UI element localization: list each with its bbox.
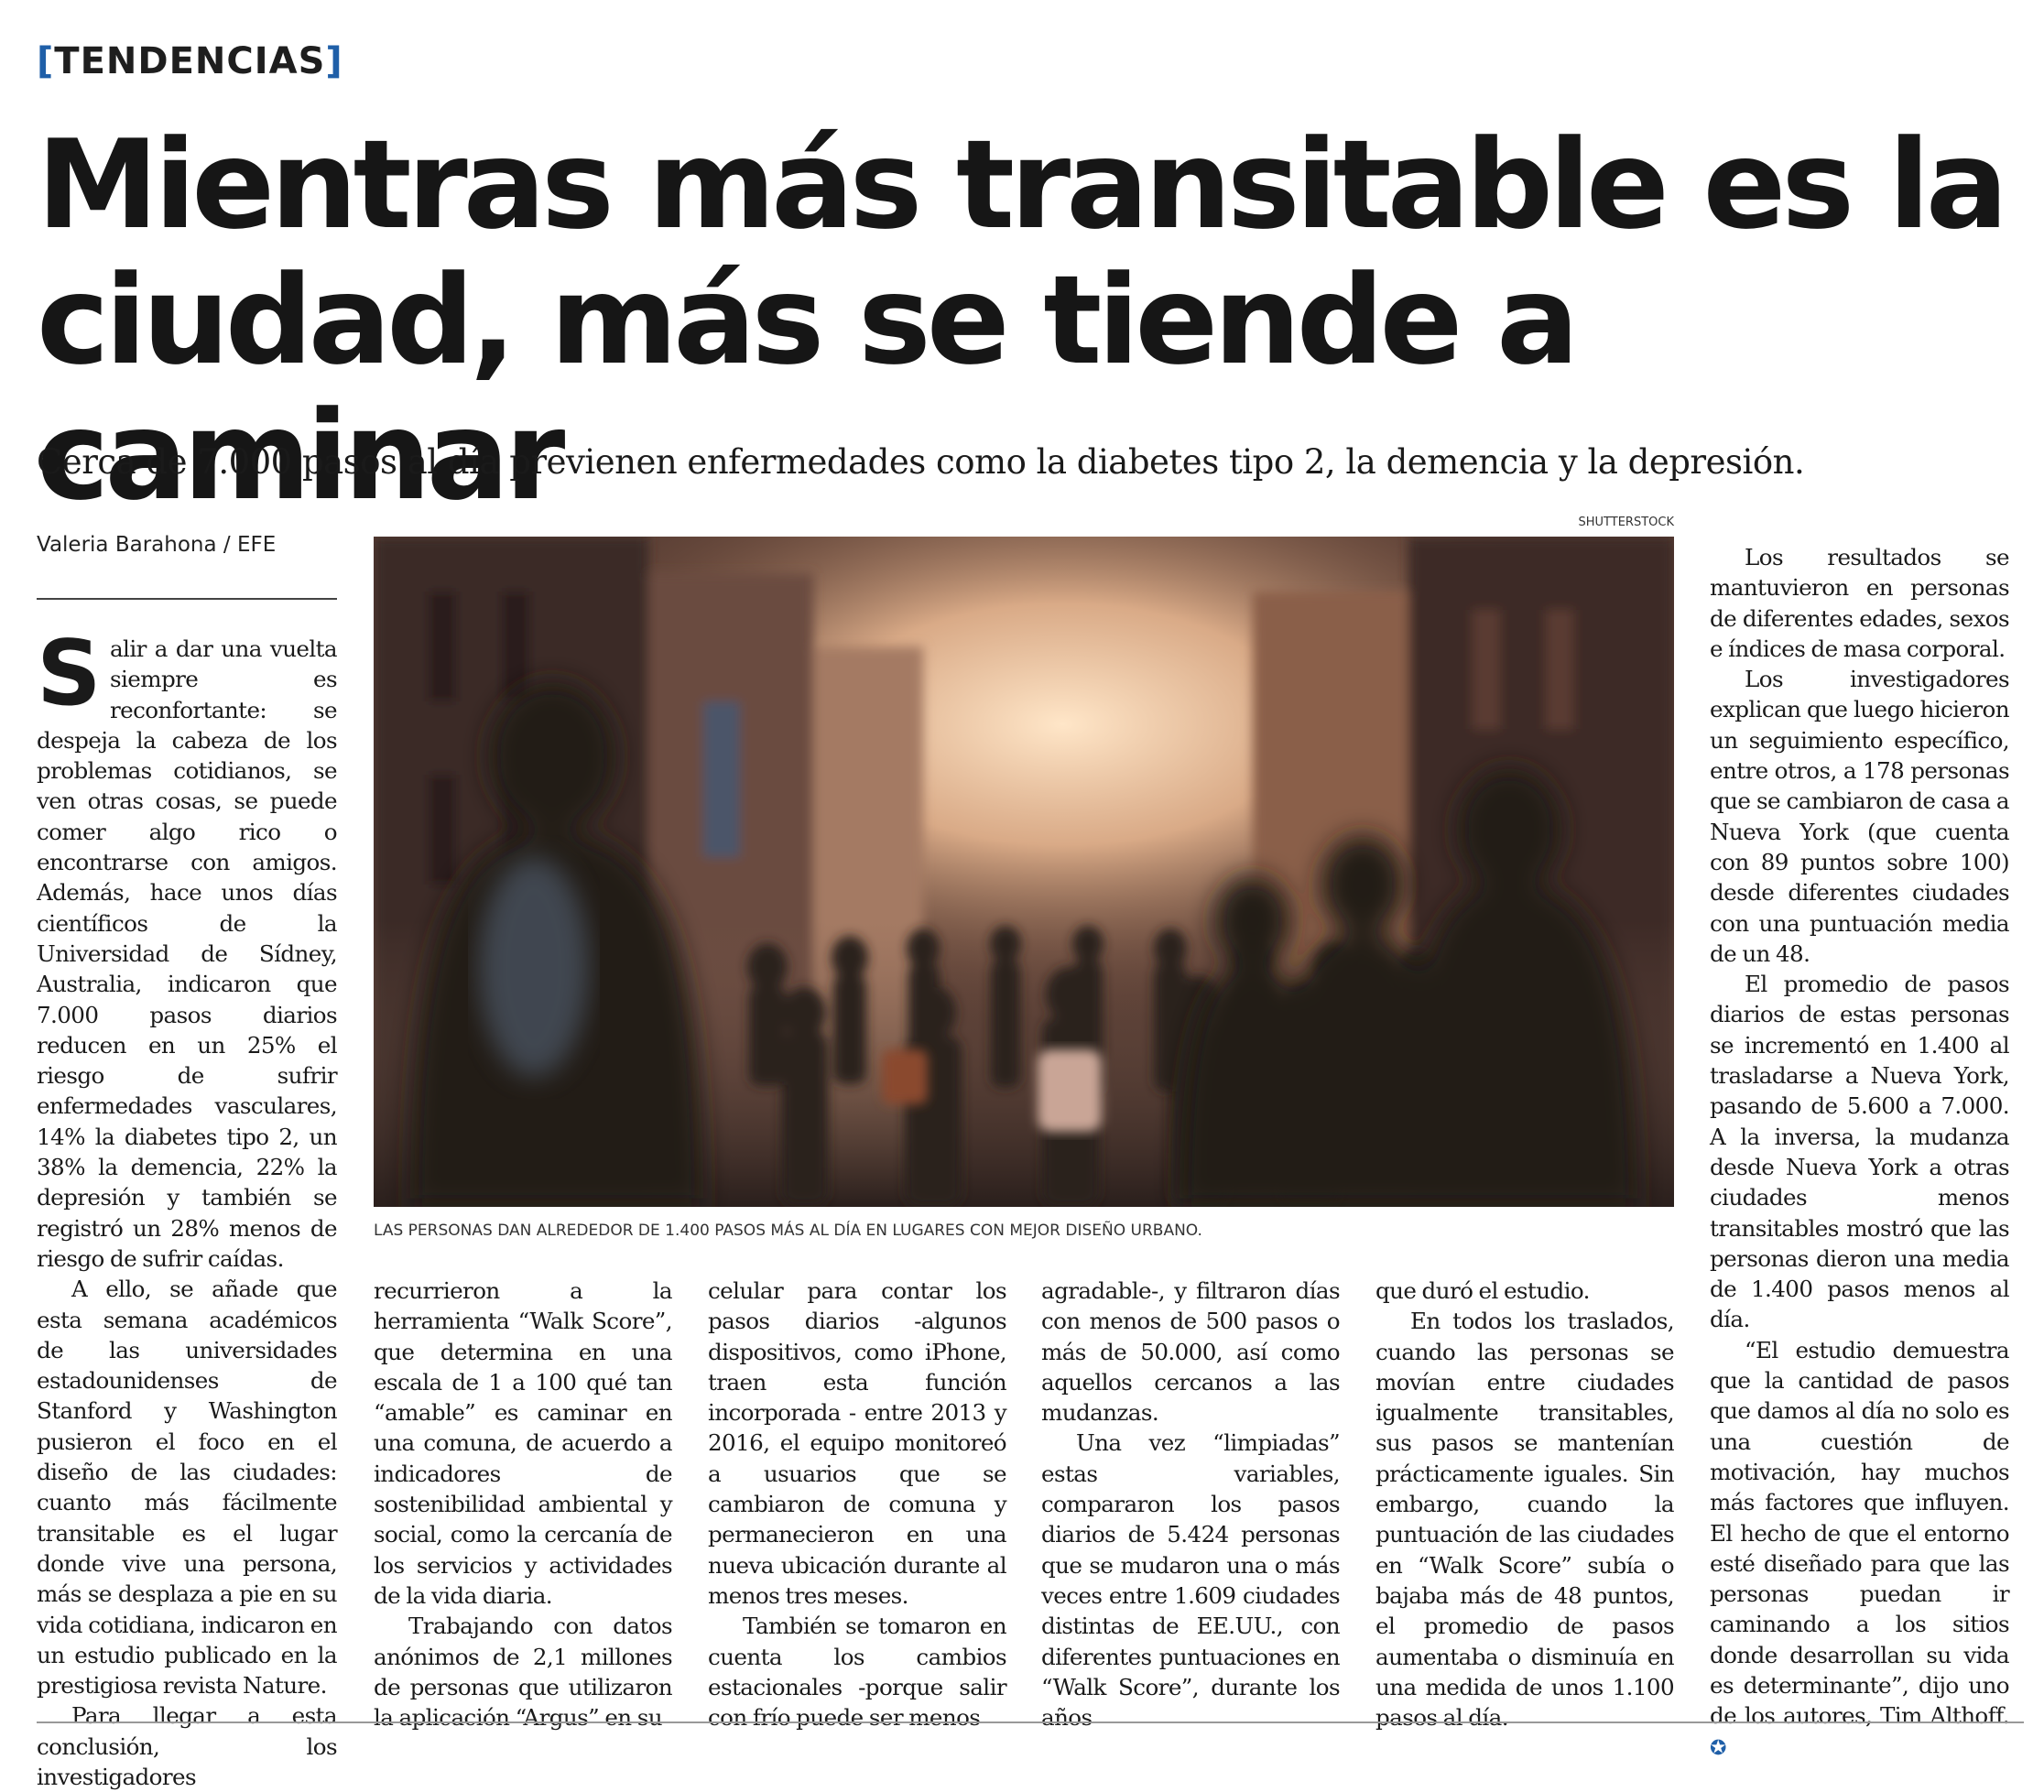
end-mark-icon: ✪ [1710, 1736, 1726, 1760]
paragraph: Trabajando con datos anónimos de 2,1 millones de personas que utilizaron la aplicación “Argus” en su [374, 1613, 672, 1732]
paragraph: celular para contar los pasos diarios -algunos dispositivos, como iPhone, traen esta función incorporada - entre 2013 y 2016, el equipo monitoreó a usuarios que se cambiaron de comuna y permanecieron en una nueva ubicación durante al menos tres meses. [708, 1277, 1006, 1609]
paragraph: Los resultados se mantuvieron en personas de diferentes edades, sexos e índices de masa corporal. [1710, 544, 2009, 662]
paragraph: En todos los traslados, cuando las personas se movían entre ciudades igualmente transitables, sus pasos se mantenían prácticamente iguales. Sin embargo, cuando la puntuación de las ciudades en “Walk Score” subía o bajaba más de 48 puntos, el promedio de pasos aumentaba o disminuía en una medida de unos 1.100 pasos al día. [1375, 1308, 1674, 1732]
paragraph-closing [1710, 1335, 2009, 1764]
article-column-1 [37, 622, 337, 1792]
photo-illustration [374, 537, 1674, 1207]
headline: Mientras más transitable es la ciudad, más se tiende a caminar [37, 114, 2005, 527]
photo-caption: LAS PERSONAS DAN ALREDEDOR DE 1.400 PASOS MÁS AL DÍA EN LUGARES CON MEJOR DISEÑO URBANO. [374, 1222, 1202, 1240]
lead-text: alir a dar una vuelta siempre es reconfortante: se despeja la cabeza de los problemas cotidianos, se ven otras cosas, se puede comer algo rico o encontrarse con amigos. Además, hace unos días científicos de la Universidad de Sídney, Australia, indicaron que 7.000 pasos diarios reducen en un 25% el riesgo de sufrir enfermedades vasculares, 14% la diabetes tipo 2, un 38% la demencia, 22% la depresión y también se registró un 28% menos de riesgo de sufrir caídas. [37, 635, 337, 1272]
paragraph: que duró el estudio. [1375, 1277, 1590, 1304]
bracket-close: ] [325, 40, 343, 82]
section-tag [37, 40, 343, 82]
paragraph: También se tomaron en cuenta los cambios estacionales -porque salir con frío puede ser menos [708, 1613, 1006, 1732]
paragraph: Para llegar a esta conclusión, los investigadores [37, 1702, 337, 1790]
section-label: TENDENCIAS [54, 40, 326, 82]
article-column-4 [1041, 1276, 1340, 1732]
paragraph: Una vez “limpiadas” estas variables, compararon los pasos diarios de 5.424 personas que se mudaron una o más veces entre 1.609 ciudades distintas de EE.UU., con diferentes puntuaciones en “Walk Score”, durante los años [1041, 1429, 1340, 1732]
paragraph: A ello, se añade que esta semana académicos de las universidades estadounidenses de Stanford y Washington pusieron el foco en el diseño de las ciudades: cuanto más fácilmente transitable es el lugar donde vive una persona, más se desplaza a pie en su vida cotidiana, indicaron en un estudio publicado en la prestigiosa revista Nature. [37, 1276, 337, 1700]
paragraph: agradable-, y filtraron días con menos de 500 pasos o más de 50.000, así como aquellos cercanos a las mudanzas. [1041, 1277, 1340, 1427]
photo-credit: SHUTTERSTOCK [1578, 516, 1674, 529]
bracket-open: [ [37, 40, 55, 82]
paragraph: recurrieron a la herramienta “Walk Score”, que determina en una escala de 1 a 100 qué tan “amable” es caminar en una comuna, de acuerdo a indicadores de sostenibilidad ambiental y social, como la cercanía de los servicios y actividades de la vida diaria. [374, 1277, 672, 1609]
paragraph-lead [37, 622, 337, 1274]
deck: Cerca de 7.000 pasos al día previenen enfermedades como la diabetes tipo 2, la demencia y la depresión. [37, 442, 1805, 482]
article-column-2 [374, 1276, 672, 1732]
article-column-6 [1710, 542, 2009, 1764]
article-column-5 [1375, 1276, 1674, 1732]
drop-cap: S [37, 622, 101, 726]
street-crowd-photo [374, 537, 1674, 1207]
paragraph: El promedio de pasos diarios de estas personas se incrementó en 1.400 al trasladarse a Nueva York, pasando de 5.600 a 7.000. A la inversa, la mudanza desde Nueva York a otras ciudades menos transitables mostró que las personas dieron una media de 1.400 pasos menos al día. [1710, 971, 2009, 1333]
byline: Valeria Barahona / EFE [37, 533, 277, 557]
paragraph: Los investigadores explican que luego hicieron un seguimiento específico, entre otros, a 178 personas que se cambiaron de casa a Nueva York (que cuenta con 89 puntos sobre 100) desde diferentes ciudades con una puntuación media de un 48. [1710, 666, 2009, 967]
article-column-3 [708, 1276, 1006, 1732]
bottom-rule [37, 1721, 2024, 1723]
closing-text: “El estudio demuestra que la cantidad de pasos que damos al día no solo es una cuestión de motivación, hay muchos más factores que influyen. El hecho de que el entorno esté diseñado para que las personas puedan ir caminando a los sitios donde desarrollan su vida es determinante”, dijo uno de los autores, Tim Althoff. [1710, 1336, 2009, 1730]
byline-rule [37, 598, 337, 600]
